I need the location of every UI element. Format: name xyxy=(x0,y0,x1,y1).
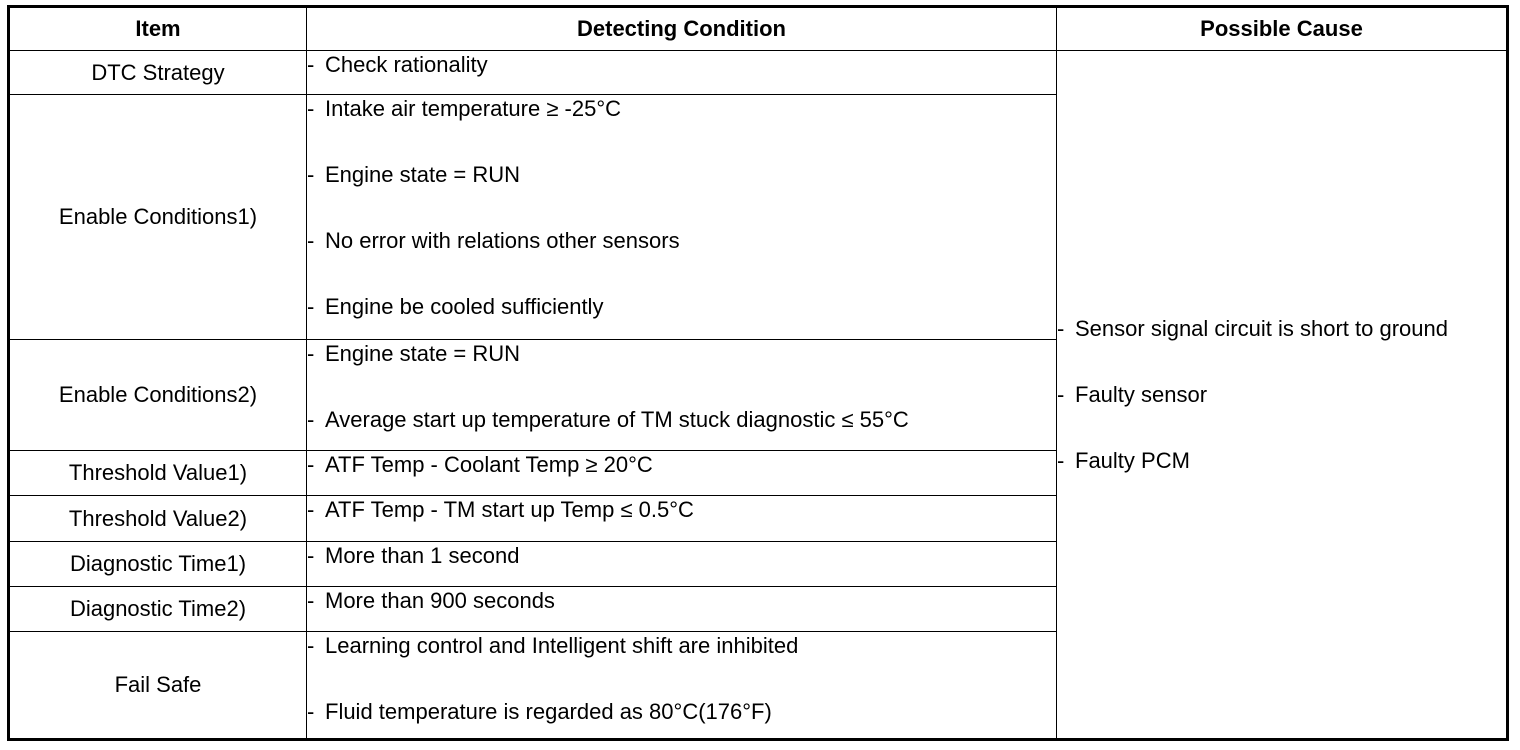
bullet-dash: - xyxy=(307,407,315,432)
condition-line xyxy=(307,406,1056,434)
condition-line xyxy=(307,451,1056,479)
bullet-dash: - xyxy=(307,452,315,477)
bullet-dash: - xyxy=(307,162,315,187)
dtc-spec-sheet xyxy=(7,5,1506,741)
bullet-dash: - xyxy=(307,588,315,613)
cause-text: Faulty sensor xyxy=(1075,381,1208,407)
condition-line xyxy=(307,542,1056,570)
condition-text: Check rationality xyxy=(325,52,488,77)
bullet-dash: - xyxy=(307,341,315,366)
condition-line xyxy=(307,587,1056,615)
cause-line xyxy=(1057,315,1506,343)
table-header-row xyxy=(9,7,1508,51)
bullet-dash: - xyxy=(307,52,315,77)
item-cell: Fail Safe xyxy=(9,632,307,740)
dtc-spec-table xyxy=(7,5,1509,741)
bullet-dash: - xyxy=(307,228,315,253)
condition-cell xyxy=(307,542,1057,587)
bullet-dash: - xyxy=(1057,315,1065,341)
condition-text: Learning control and Intelligent shift are inhibited xyxy=(325,633,799,658)
condition-text: Engine state = RUN xyxy=(325,341,521,366)
condition-line xyxy=(307,340,1056,368)
condition-cell xyxy=(307,587,1057,632)
condition-text: ATF Temp - TM start up Temp ≤ 0.5°C xyxy=(325,497,694,522)
condition-text: More than 1 second xyxy=(325,543,520,568)
condition-cell xyxy=(307,95,1057,340)
header-possible-cause: Possible Cause xyxy=(1057,7,1508,51)
bullet-dash: - xyxy=(307,497,315,522)
condition-line xyxy=(307,496,1056,524)
item-cell: DTC Strategy xyxy=(9,51,307,95)
cause-line xyxy=(1057,381,1506,409)
condition-line xyxy=(307,698,1056,726)
bullet-dash: - xyxy=(307,96,315,121)
condition-cell xyxy=(307,632,1057,740)
condition-text: Fluid temperature is regarded as 80°C(176°F) xyxy=(325,699,772,724)
item-cell: Threshold Value2) xyxy=(9,496,307,542)
condition-cell xyxy=(307,451,1057,496)
header-item: Item xyxy=(9,7,307,51)
header-detecting-condition: Detecting Condition xyxy=(307,7,1057,51)
item-cell: Diagnostic Time1) xyxy=(9,542,307,587)
condition-line xyxy=(307,161,1056,189)
item-cell: Diagnostic Time2) xyxy=(9,587,307,632)
condition-text: Average start up temperature of TM stuck diagnostic ≤ 55°C xyxy=(325,407,909,432)
cause-text: Faulty PCM xyxy=(1075,447,1190,473)
possible-cause-cell xyxy=(1057,51,1508,740)
condition-text: No error with relations other sensors xyxy=(325,228,680,253)
bullet-dash: - xyxy=(307,294,315,319)
bullet-dash: - xyxy=(307,543,315,568)
cause-text: Sensor signal circuit is short to ground xyxy=(1075,315,1448,341)
condition-line xyxy=(307,95,1056,123)
bullet-dash: - xyxy=(307,699,315,724)
bullet-dash: - xyxy=(307,633,315,658)
condition-cell xyxy=(307,496,1057,542)
cause-line xyxy=(1057,447,1506,475)
condition-cell xyxy=(307,51,1057,95)
condition-text: Intake air temperature ≥ -25°C xyxy=(325,96,622,121)
bullet-dash: - xyxy=(1057,381,1065,407)
condition-line xyxy=(307,293,1056,321)
table-row xyxy=(9,51,1508,95)
condition-line xyxy=(307,227,1056,255)
condition-text: Engine state = RUN xyxy=(325,162,521,187)
condition-cell xyxy=(307,340,1057,451)
condition-line xyxy=(307,632,1056,660)
condition-text: More than 900 seconds xyxy=(325,588,555,613)
condition-text: Engine be cooled sufficiently xyxy=(325,294,604,319)
condition-text: ATF Temp - Coolant Temp ≥ 20°C xyxy=(325,452,653,477)
item-cell: Enable Conditions1) xyxy=(9,95,307,340)
condition-line xyxy=(307,51,1056,79)
item-cell: Threshold Value1) xyxy=(9,451,307,496)
bullet-dash: - xyxy=(1057,447,1065,473)
item-cell: Enable Conditions2) xyxy=(9,340,307,451)
